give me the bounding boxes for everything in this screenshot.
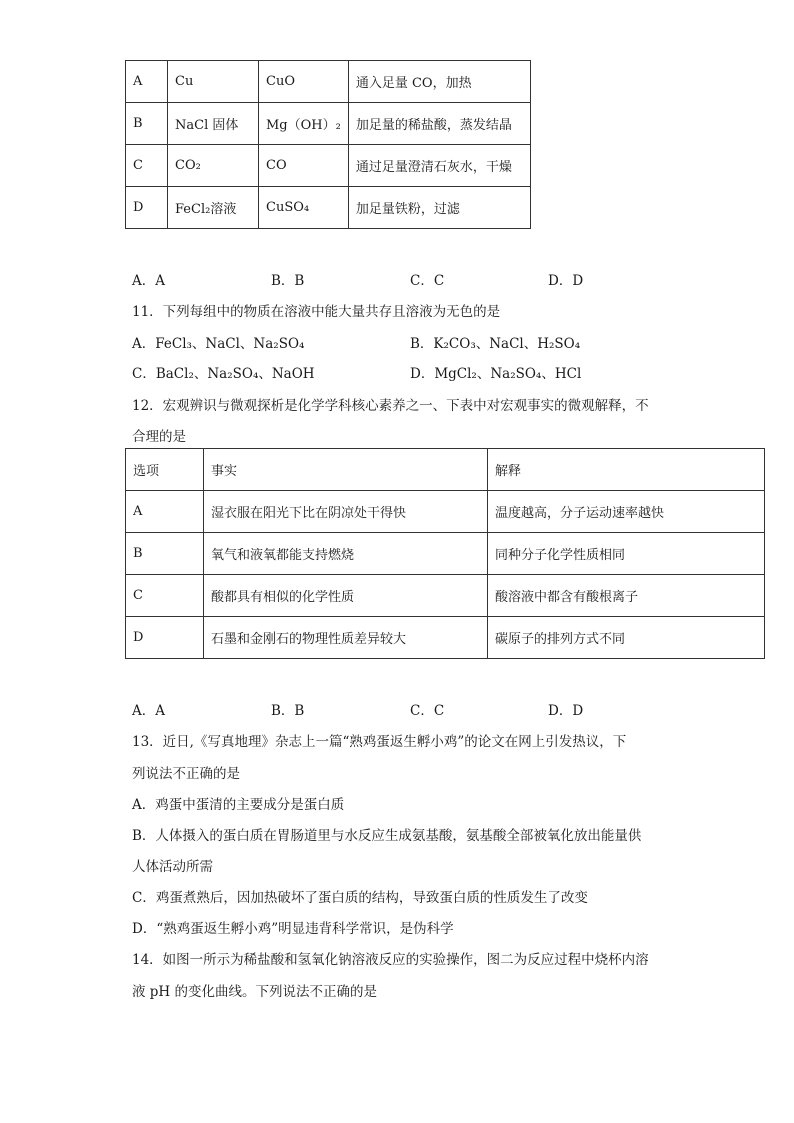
table-cell: CO — [259, 145, 349, 187]
q12-option-c[interactable]: C．C — [410, 703, 445, 719]
table-row — [126, 491, 765, 533]
table-row — [126, 103, 531, 145]
q11-option-d[interactable]: D．MgCl₂、Na₂SO₄、HCl — [410, 366, 582, 382]
table-cell: 通过足量澄清石灰水，干燥 — [348, 145, 530, 187]
table-cell: D — [126, 617, 204, 659]
q10-option-c[interactable]: C．C — [410, 273, 445, 289]
table-cell: 湿衣服在阳光下比在阴凉处干得快 — [204, 491, 488, 533]
table-cell: B — [126, 533, 204, 575]
q12-option-d[interactable]: D．D — [548, 703, 584, 719]
table-row — [126, 575, 765, 617]
table-cell: 碳原子的排列方式不同 — [488, 617, 765, 659]
q11-option-c[interactable]: C．BaCl₂、Na₂SO₄、NaOH — [132, 366, 315, 382]
table-row — [126, 61, 531, 103]
q11-option-a[interactable]: A．FeCl₃、NaCl、Na₂SO₄ — [132, 336, 305, 352]
table-cell: B — [126, 103, 168, 145]
table-cell: 加足量铁粉，过滤 — [348, 187, 530, 229]
table-cell: Mg（OH）₂ — [259, 103, 349, 145]
table-cell: CO₂ — [168, 145, 259, 187]
table-cell: NaCl 固体 — [168, 103, 259, 145]
q11-stem: 11．下列每组中的物质在溶液中能大量共存且溶液为无色的是 — [132, 304, 501, 320]
q13-option-c[interactable]: C．鸡蛋煮熟后，因加热破坏了蛋白质的结构，导致蛋白质的性质发生了改变 — [132, 890, 588, 906]
table-cell: FeCl₂溶液 — [168, 187, 259, 229]
table-cell: CuO — [259, 61, 349, 103]
explanation-table — [125, 448, 765, 659]
table-cell: 同种分子化学性质相同 — [488, 533, 765, 575]
q13-stem-line1: 13．近日,《写真地理》杂志上一篇“熟鸡蛋返生孵小鸡”的论文在网上引发热议，下 — [132, 734, 627, 750]
table-header: 事实 — [204, 449, 488, 491]
table-row — [126, 533, 765, 575]
q10-option-d[interactable]: D．D — [548, 273, 584, 289]
q12-stem-line1: 12．宏观辨识与微观探析是化学学科核心素养之一、下表中对宏观事实的微观解释，不 — [132, 398, 649, 414]
table-row — [126, 617, 765, 659]
table-header: 选项 — [126, 449, 204, 491]
table-header-row — [126, 449, 765, 491]
q11-option-b[interactable]: B．K₂CO₃、NaCl、H₂SO₄ — [410, 336, 581, 352]
table-cell: 氧气和液氧都能支持燃烧 — [204, 533, 488, 575]
q14-stem-line2: 液 pH 的变化曲线。下列说法不正确的是 — [132, 984, 377, 1000]
table-cell: C — [126, 145, 168, 187]
q12-stem-line2: 合理的是 — [132, 429, 186, 445]
table-cell: CuSO₄ — [259, 187, 349, 229]
q13-option-a[interactable]: A．鸡蛋中蛋清的主要成分是蛋白质 — [132, 797, 345, 813]
separation-table — [125, 60, 531, 229]
q10-option-a[interactable]: A．A — [132, 273, 165, 289]
table-cell: D — [126, 187, 168, 229]
table-row — [126, 145, 531, 187]
table-cell: 石墨和金刚石的物理性质差异较大 — [204, 617, 488, 659]
table-cell: 加足量的稀盐酸，蒸发结晶 — [348, 103, 530, 145]
table-cell: A — [126, 61, 168, 103]
q12-option-b[interactable]: B．B — [271, 703, 305, 719]
q12-option-a[interactable]: A．A — [132, 703, 165, 719]
table-cell: C — [126, 575, 204, 617]
table-cell: 酸溶液中都含有酸根离子 — [488, 575, 765, 617]
q13-stem-line2: 列说法不正确的是 — [132, 766, 240, 782]
q10-option-b[interactable]: B．B — [271, 273, 305, 289]
table-cell: 温度越高，分子运动速率越快 — [488, 491, 765, 533]
q13-option-d[interactable]: D．“熟鸡蛋返生孵小鸡”明显违背科学常识，是伪科学 — [132, 921, 454, 937]
q14-stem-line1: 14．如图一所示为稀盐酸和氢氧化钠溶液反应的实验操作，图二为反应过程中烧杯内溶 — [132, 952, 649, 968]
table-header: 解释 — [488, 449, 765, 491]
table-cell: 通入足量 CO，加热 — [348, 61, 530, 103]
table-row — [126, 187, 531, 229]
q13-option-b-line1[interactable]: B．人体摄入的蛋白质在胃肠道里与水反应生成氨基酸，氨基酸全部被氧化放出能量供 — [132, 828, 642, 844]
table-cell: 酸都具有相似的化学性质 — [204, 575, 488, 617]
q13-option-b-line2[interactable]: 人体活动所需 — [132, 859, 213, 875]
table-cell: A — [126, 491, 204, 533]
table-cell: Cu — [168, 61, 259, 103]
